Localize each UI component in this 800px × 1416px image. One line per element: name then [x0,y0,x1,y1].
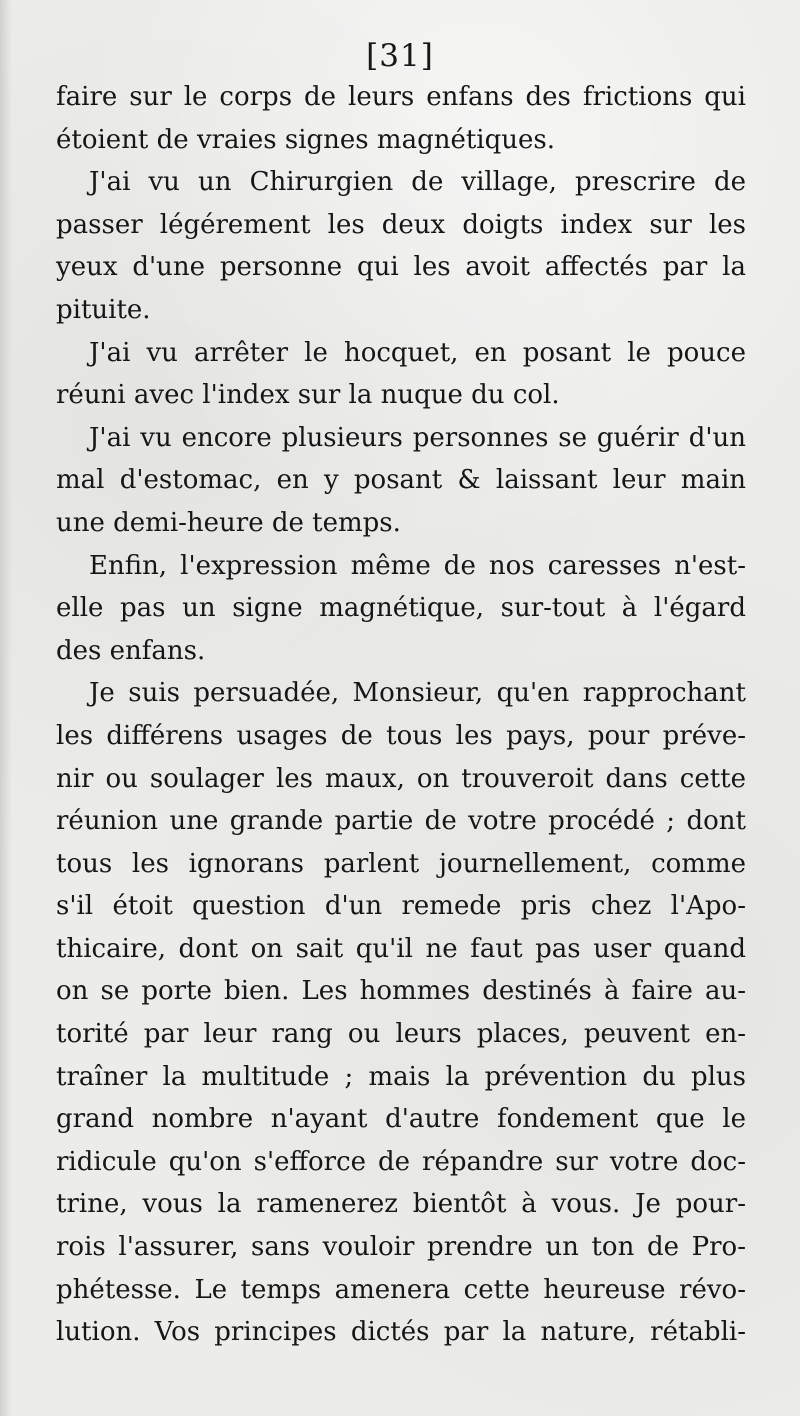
text-line: les différens usages de tous les pays, pour préve- [56,720,746,751]
text-line: rois l'assurer, sans vouloir prendre un ton de Pro- [56,1232,746,1263]
text-line: lution. Vos principes dictés par la nature, rétabli- [56,1317,746,1348]
text-line: J'ai vu arrêter le hocquet, en posant le pouce [89,337,746,368]
text-line: tous les ignorans parlent journellement, comme [56,848,746,879]
text-line: réunion une grande partie de votre procédé ; dont [56,806,746,837]
text-line: faire sur le corps de leurs enfans des frictions qui [56,82,746,112]
text-line: passer légérement les deux doigts index sur les [56,209,746,240]
text-line: on se porte bien. Les hommes destinés à faire au- [56,976,746,1007]
paragraph [56,161,746,331]
text-line: traîner la multitude ; mais la prévention du plus [56,1061,746,1092]
text-line: torité par leur rang ou leurs places, peuvent en- [56,1019,746,1050]
text-line: Enfin, l'expression même de nos caresses n'est- [89,550,746,581]
body-text [56,76,746,1354]
text-line: pituite. [56,294,151,325]
text-line: étoient de vraies signes magnétiques. [56,124,555,155]
paragraph [56,545,746,673]
paragraph [56,76,746,161]
text-line: elle pas un signe magnétique, sur-tout à l'égard [56,593,746,624]
text-line: trine, vous la ramenerez bientôt à vous. Je pour- [56,1189,746,1220]
text-line: grand nombre n'ayant d'autre fondement que le [56,1104,746,1135]
text-line: J'ai vu encore plusieurs personnes se guérir d'un [89,422,746,453]
text-line: thicaire, dont on sait qu'il ne faut pas user quand [56,933,746,964]
paragraph [56,332,746,417]
text-line: une demi-heure de temps. [56,507,401,538]
text-line: yeux d'une personne qui les avoit affectés par la [56,252,746,283]
text-line: J'ai vu un Chirurgien de village, prescrire de [89,167,746,198]
text-line: réuni avec l'index sur la nuque du col. [56,380,560,411]
text-line: phétesse. Le temps amenera cette heureuse révo- [56,1274,746,1305]
text-line: ridicule qu'on s'efforce de répandre sur votre doc- [56,1146,746,1177]
text-line: des enfans. [56,635,206,666]
paragraph [56,672,746,1354]
text-line: mal d'estomac, en y posant & laissant leur main [56,465,746,496]
text-line: s'il étoit question d'un remede pris chez l'Apo- [56,891,746,922]
text-line: Je suis persuadée, Monsieur, qu'en rapprochant [89,678,746,709]
page-number: [31] [366,38,434,74]
text-line: nir ou soulager les maux, on trouveroit dans cette [56,763,746,794]
paragraph [56,417,746,545]
